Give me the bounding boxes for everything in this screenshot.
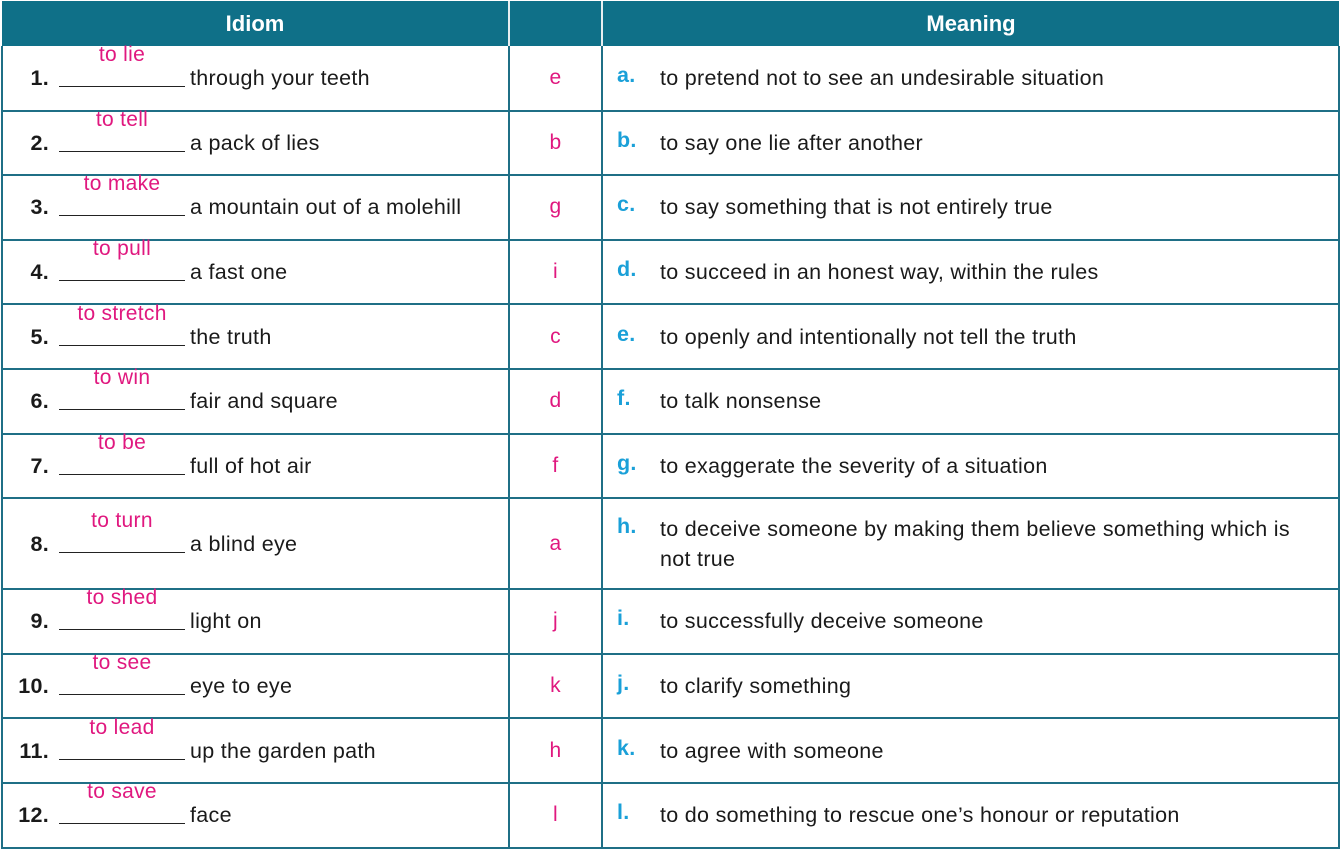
meaning-letter: b.	[617, 127, 637, 152]
match-answer[interactable]: a	[509, 498, 602, 589]
meaning-letter: f.	[617, 386, 631, 411]
filled-answer: to see	[92, 651, 152, 675]
meaning-text: to do something to rescue one’s honour or reputation	[660, 803, 1180, 828]
filled-answer: to stretch	[77, 301, 167, 325]
meaning-letter: i.	[617, 606, 630, 631]
meaning-letter: g.	[617, 450, 637, 475]
idiom-cell	[2, 172, 509, 240]
table-body	[2, 42, 1339, 848]
match-answer[interactable]: i	[509, 240, 602, 305]
match-answer[interactable]: j	[509, 589, 602, 654]
idiom-text: eye to eye	[190, 674, 293, 699]
idiom-text: fair and square	[190, 389, 338, 414]
match-answer[interactable]: e	[509, 46, 602, 111]
idiom-cell	[2, 107, 509, 176]
item-number: 5.	[30, 324, 49, 349]
meaning-text: to succeed in an honest way, within the rules	[660, 260, 1099, 285]
meaning-letter: d.	[617, 257, 637, 282]
meaning-cell	[602, 718, 1339, 783]
filled-answer: to win	[93, 366, 151, 390]
meaning-text: to talk nonsense	[660, 389, 822, 414]
meaning-cell	[602, 111, 1339, 176]
idiom-cell	[2, 301, 509, 369]
filled-answer: to tell	[95, 107, 149, 131]
filled-answer: to lie	[98, 42, 146, 66]
meaning-letter: k.	[617, 735, 636, 760]
table-row	[2, 434, 1339, 499]
table-row	[2, 589, 1339, 654]
header-meaning: Meaning	[602, 1, 1339, 46]
idiom-cell	[2, 651, 509, 719]
answer-blank[interactable]	[59, 42, 185, 87]
answer-blank[interactable]	[59, 651, 185, 695]
answer-blank[interactable]	[59, 366, 185, 410]
meaning-text: to clarify something	[660, 674, 852, 699]
filled-answer: to be	[97, 430, 147, 454]
idiom-text: through your teeth	[190, 65, 370, 90]
match-answer[interactable]: d	[509, 369, 602, 434]
idiom-text: a pack of lies	[190, 130, 320, 155]
meaning-cell	[602, 304, 1339, 369]
meaning-cell	[602, 589, 1339, 654]
answer-blank[interactable]	[59, 172, 185, 216]
meaning-cell	[602, 175, 1339, 240]
filled-answer: to lead	[89, 715, 155, 739]
meaning-letter: e.	[617, 321, 636, 346]
filled-answer: to make	[83, 172, 161, 196]
idiom-text: full of hot air	[190, 453, 312, 478]
meaning-text: to say something that is not entirely true	[660, 195, 1053, 220]
table-row	[2, 718, 1339, 783]
item-number: 8.	[30, 531, 49, 556]
meaning-letter: a.	[617, 62, 636, 87]
item-number: 6.	[30, 389, 49, 414]
idiom-text: a blind eye	[190, 531, 298, 556]
idiom-text: up the garden path	[190, 738, 376, 763]
meaning-text: to deceive someone by making them believe something which is not true	[660, 516, 1290, 571]
idiom-cell	[2, 430, 509, 499]
meaning-cell	[602, 654, 1339, 719]
table-row	[2, 240, 1339, 305]
item-number: 7.	[30, 453, 49, 478]
idiom-cell	[2, 780, 509, 848]
idiom-cell	[2, 586, 509, 654]
meaning-text: to say one lie after another	[660, 130, 923, 155]
match-answer[interactable]: g	[509, 175, 602, 240]
idiom-text: the truth	[190, 324, 272, 349]
meaning-letter: j.	[617, 671, 630, 696]
meaning-text: to exaggerate the severity of a situation	[660, 453, 1048, 478]
table-row	[2, 783, 1339, 848]
table-header-row	[2, 1, 1339, 46]
filled-answer: to shed	[86, 586, 158, 610]
idiom-text: light on	[190, 609, 262, 634]
item-number: 11.	[19, 738, 49, 763]
meaning-cell	[602, 434, 1339, 499]
meaning-text: to openly and intentionally not tell the truth	[660, 324, 1077, 349]
answer-blank[interactable]	[59, 508, 185, 553]
item-number: 10.	[18, 674, 49, 699]
meaning-letter: h.	[617, 513, 637, 538]
idiom-cell	[2, 366, 509, 434]
table-row	[2, 46, 1339, 111]
header-answer	[509, 1, 602, 46]
answer-blank[interactable]	[59, 715, 185, 760]
filled-answer: to pull	[92, 237, 152, 261]
meaning-cell	[602, 783, 1339, 848]
table-row	[2, 111, 1339, 176]
item-number: 3.	[30, 195, 49, 220]
table-row	[2, 175, 1339, 240]
table-row	[2, 304, 1339, 369]
filled-answer: to turn	[91, 508, 153, 532]
match-answer[interactable]: h	[509, 718, 602, 783]
match-answer[interactable]: b	[509, 111, 602, 176]
item-number: 2.	[30, 130, 49, 155]
match-answer[interactable]: c	[509, 304, 602, 369]
item-number: 9.	[30, 609, 49, 634]
table-row	[2, 654, 1339, 719]
item-number: 1.	[30, 65, 49, 90]
answer-blank[interactable]	[59, 430, 185, 475]
idiom-text: face	[190, 803, 232, 828]
meaning-text: to pretend not to see an undesirable situation	[660, 65, 1105, 90]
filled-answer: to save	[87, 780, 157, 804]
item-number: 4.	[30, 260, 49, 285]
match-answer[interactable]: k	[509, 654, 602, 719]
header-idiom: Idiom	[2, 1, 509, 46]
answer-blank[interactable]	[59, 586, 185, 630]
idiom-matching-table	[1, 1, 1340, 849]
meaning-cell	[602, 498, 1339, 589]
match-answer[interactable]: f	[509, 434, 602, 499]
idiom-cell	[2, 42, 509, 111]
item-number: 12.	[18, 803, 49, 828]
answer-blank[interactable]	[59, 107, 185, 152]
meaning-letter: l.	[617, 800, 630, 825]
meaning-text: to agree with someone	[660, 738, 884, 763]
table-row	[2, 498, 1339, 589]
answer-blank[interactable]	[59, 301, 185, 346]
answer-blank[interactable]	[59, 237, 185, 281]
meaning-cell	[602, 369, 1339, 434]
idiom-cell	[2, 715, 509, 783]
idiom-cell	[2, 498, 509, 589]
idiom-cell	[2, 237, 509, 305]
meaning-cell	[602, 46, 1339, 111]
idiom-text: a mountain out of a molehill	[190, 195, 462, 220]
meaning-text: to successfully deceive someone	[660, 609, 984, 634]
answer-blank[interactable]	[59, 780, 185, 824]
meaning-cell	[602, 240, 1339, 305]
table-row	[2, 369, 1339, 434]
match-answer[interactable]: l	[509, 783, 602, 848]
idiom-text: a fast one	[190, 260, 288, 285]
meaning-letter: c.	[617, 192, 636, 217]
